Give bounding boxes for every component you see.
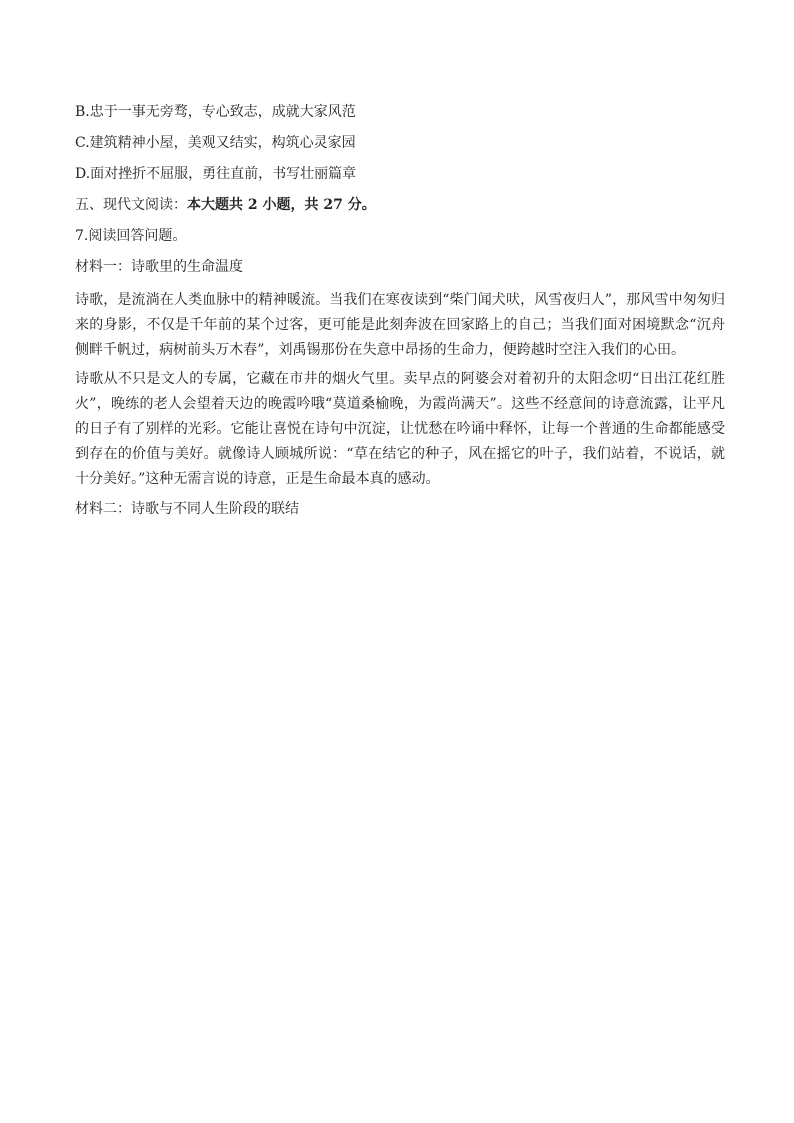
material1-paragraph-1: 诗歌，是流淌在人类血脉中的精神暖流。当我们在寒夜读到“柴门闻犬吠，风雪夜归人”，那风雪中匆匆归来的身影，不仅是千年前的某个过客，更可能是此刻奔波在回家路上的自己；当我们面对困境默念“沉舟侧畔千帆过，病树前头万木春”，刘禹锡那份在失意中昂扬的生命力，便跨越时空注入我们的心田。 [75, 292, 725, 358]
material2-title: 材料二：诗歌与不同人生阶段的联结 [75, 501, 299, 517]
section-heading-detail: 本大题共 2 小题，共 27 分。 [187, 197, 376, 213]
option-b: B.忠于一事无旁骛，专心致志，成就大家风范 [75, 104, 356, 120]
question-7: 7.阅读回答问题。 [75, 228, 187, 244]
document-content [75, 102, 725, 530]
section-heading [75, 195, 725, 215]
material1-paragraph-2: 诗歌从不只是文人的专属，它藏在市井的烟火气里。卖早点的阿婆会对着初升的太阳念叨“日出江花红胜火”，晚练的老人会望着天边的晚霞吟哦“莫道桑榆晚，为霞尚满天”。这些不经意间的诗意流露，让平凡的日子有了别样的光彩。它能让喜悦在诗句中沉淀，让忧愁在吟诵中释怀，让每一个普通的生命都能感受到存在的价值与美好。就像诗人顾城所说：“草在结它的种子，风在摇它的叶子，我们站着，不说话，就十分美好。”这种无需言说的诗意，正是生命最本真的感动。 [75, 371, 725, 487]
option-d: D.面对挫折不屈服，勇往直前，书写壮丽篇章 [75, 166, 357, 182]
option-c: C.建筑精神小屋，美观又结实，构筑心灵家园 [75, 135, 356, 151]
material1-title: 材料一：诗歌里的生命温度 [75, 259, 243, 275]
section-heading-prefix: 五、现代文阅读： [75, 197, 187, 213]
